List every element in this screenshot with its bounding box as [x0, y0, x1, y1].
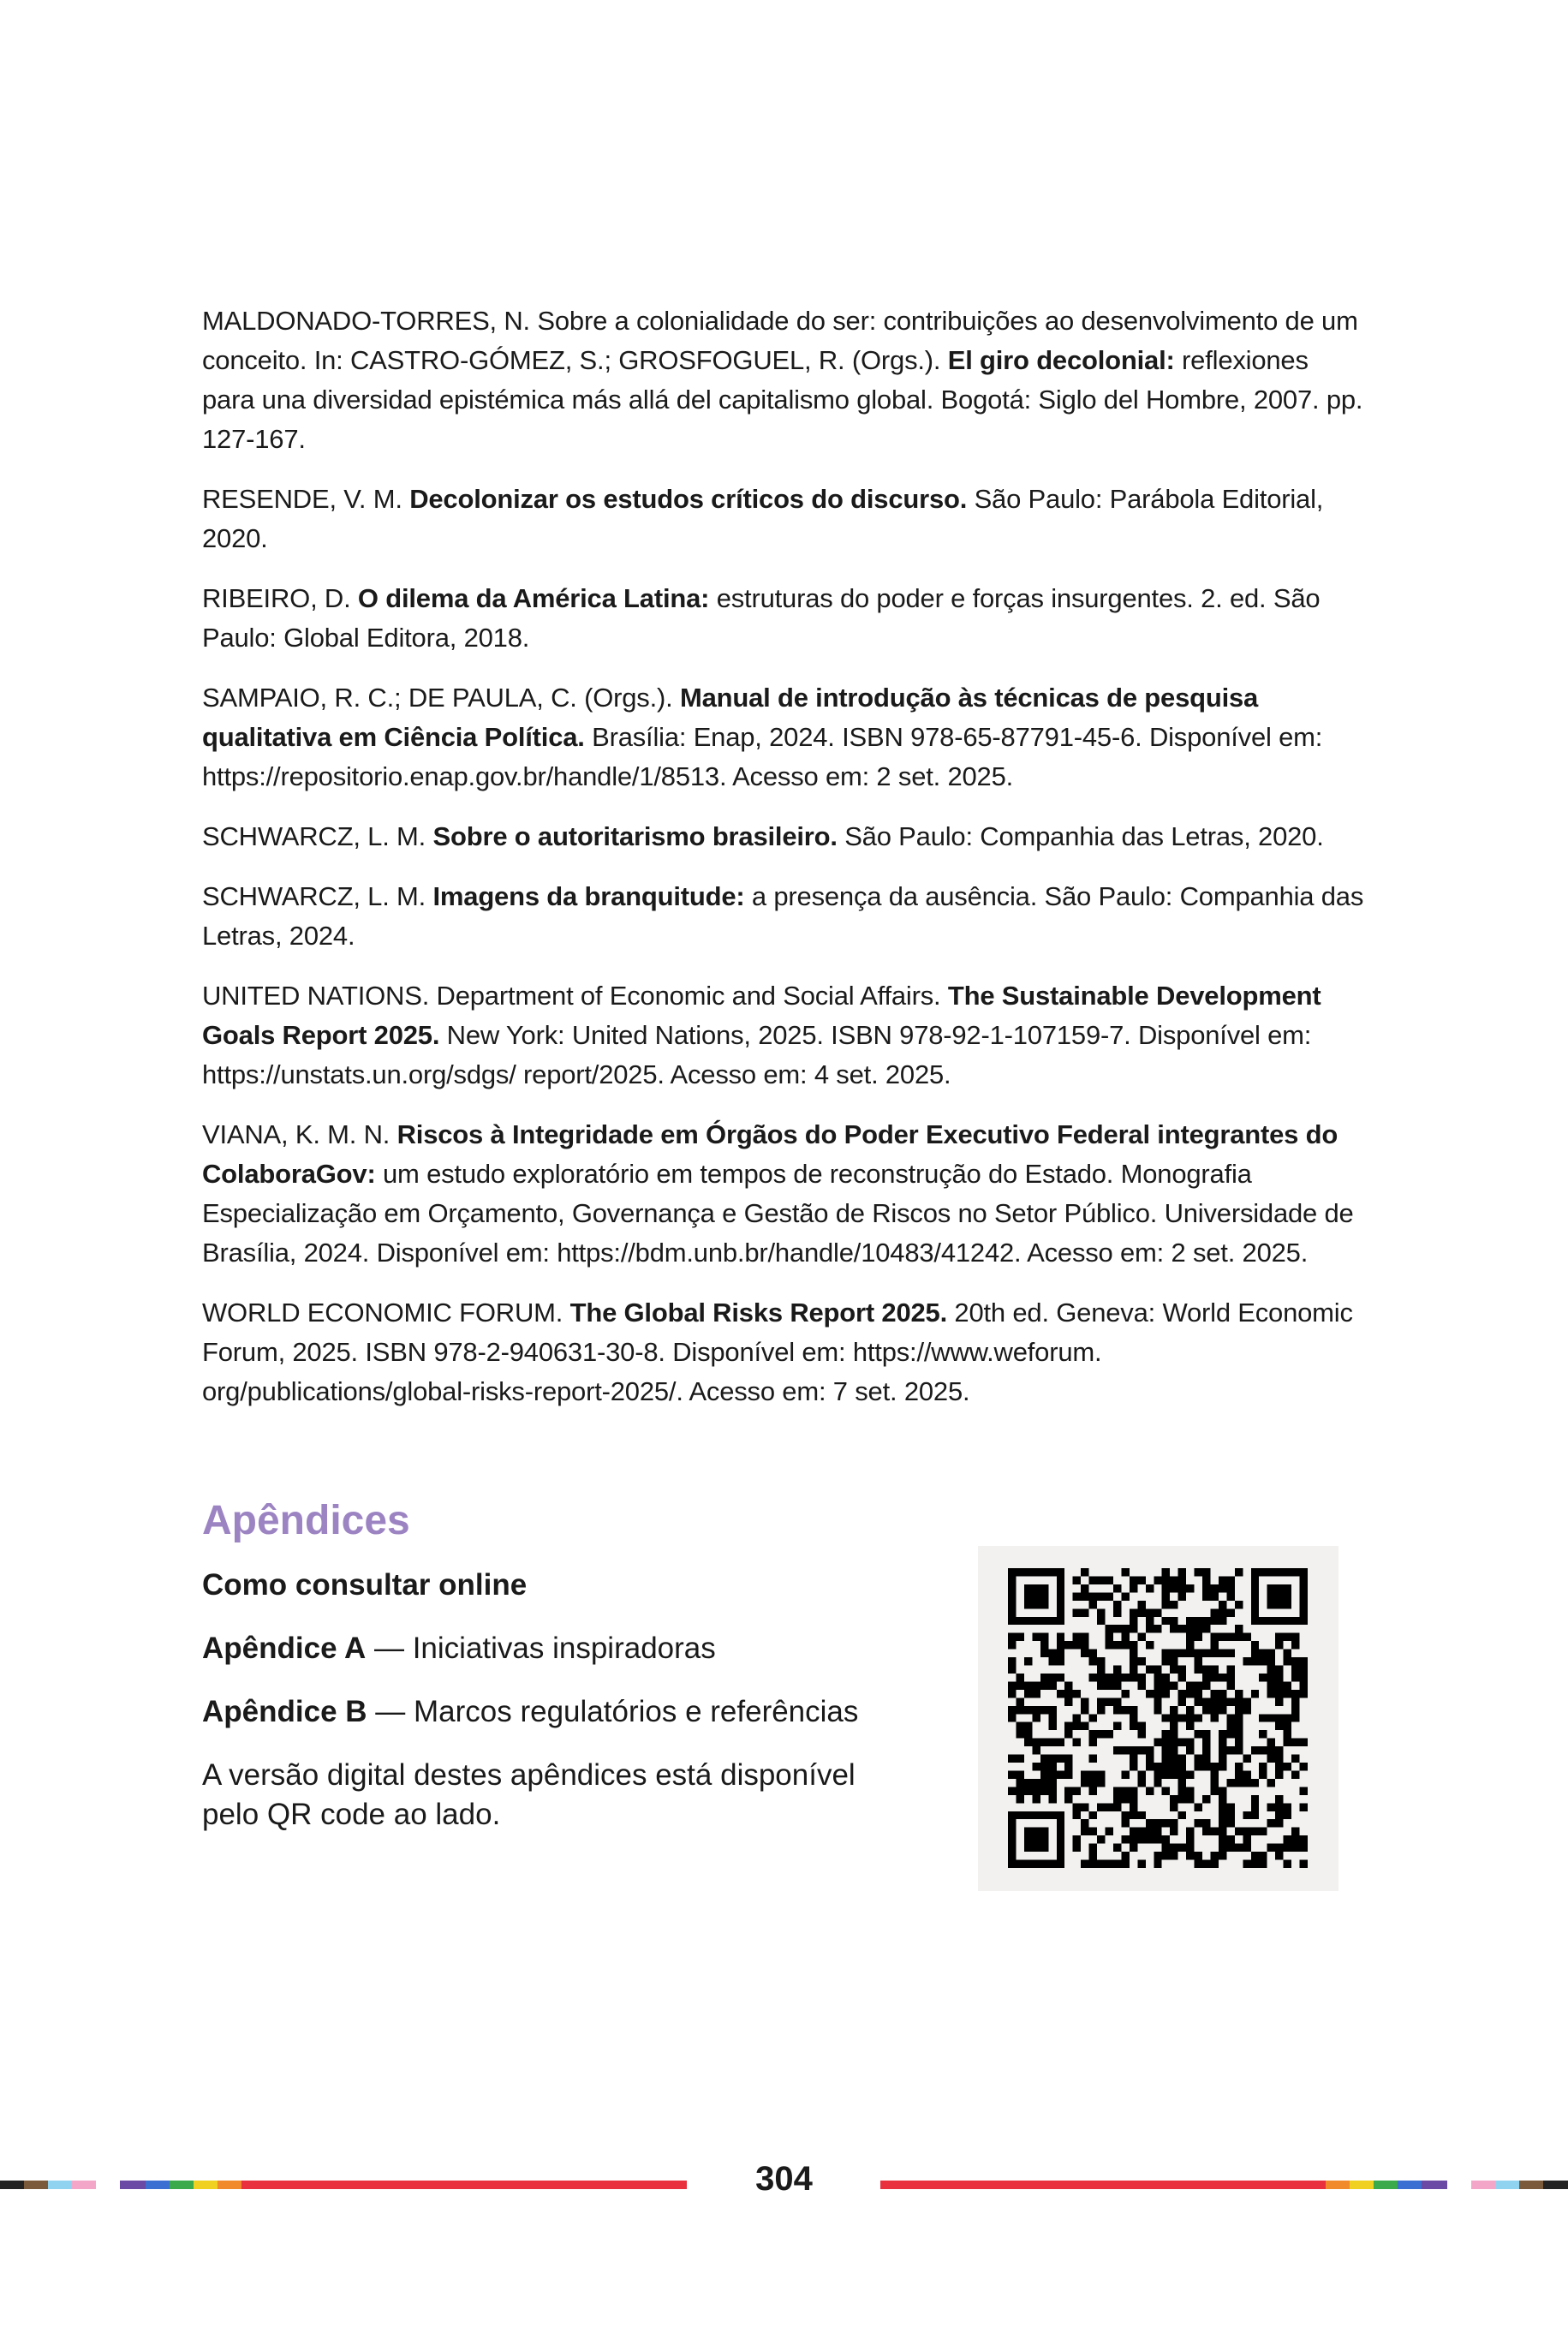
reference-entry: WORLD ECONOMIC FORUM. The Global Risks Report 2025. 20th ed. Geneva: World Economic Forum, 2025. ISBN 978-2-940631-30-8. Disponível em: https://www.weforum. org/publications/global-risks-report-2025/. Acesso em: 7 set. 2025. — [202, 1298, 1353, 1406]
reference-entry: RIBEIRO, D. O dilema da América Latina: estruturas do poder e forças insurgentes. 2. ed. São Paulo: Global Editora, 2018. — [202, 583, 1321, 653]
references-list — [202, 301, 1367, 1432]
qr-code-icon — [1008, 1568, 1308, 1868]
appendices-section — [202, 1566, 913, 1859]
reference-entry: UNITED NATIONS. Department of Economic and Social Affairs. The Sustainable Development Goals Report 2025. New York: United Nations, 2025. ISBN 978-92-1-107159-7. Disponível em: https://unstats.un.org/sdgs/ report/2025. Acesso em: 4 set. 2025. — [202, 981, 1321, 1089]
appendices-heading: Apêndices — [202, 1498, 410, 1543]
reference-entry: VIANA, K. M. N. Riscos à Integridade em Órgãos do Poder Executivo Federal integrantes do ColaboraGov: um estudo exploratório em tempos de reconstrução do Estado. Monografia Especialização em Orçamento, Governança e Gestão de Riscos no Setor Público. Universidade de Brasília, 2024. Disponível em: https://bdm.unb.br/handle/10483/41242. Acesso em: 2 set. 2025. — [202, 1119, 1354, 1268]
qr-code-panel — [978, 1546, 1338, 1891]
reference-entry: RESENDE, V. M. Decolonizar os estudos críticos do discurso. São Paulo: Parábola Editorial, 2020. — [202, 484, 1324, 553]
reference-entry: SCHWARCZ, L. M. Sobre o autoritarismo brasileiro. São Paulo: Companhia das Letras, 2020. — [202, 821, 1324, 851]
appendix-b-item: Apêndice B — Marcos regulatórios e referências — [202, 1695, 859, 1728]
page-number: 304 — [755, 2160, 813, 2198]
appendices-note: A versão digital destes apêndices está disponível pelo QR code ao lado. — [202, 1758, 856, 1831]
reference-entry: SAMPAIO, R. C.; DE PAULA, C. (Orgs.). Manual de introdução às técnicas de pesquisa qualitativa em Ciência Política. Brasília: Enap, 2024. ISBN 978-65-87791-45-6. Disponível em: https://repositorio.enap.gov.br/handle/1/8513. Acesso em: 2 set. 2025. — [202, 683, 1323, 791]
appendix-a-item: Apêndice A — Iniciativas inspiradoras — [202, 1632, 716, 1665]
appendices-subtitle: Como consultar online — [202, 1568, 528, 1602]
reference-entry: MALDONADO-TORRES, N. Sobre a colonialidade do ser: contribuições ao desenvolvimento de um conceito. In: CASTRO-GÓMEZ, S.; GROSFOGUEL, R. (Orgs.). El giro decolonial: reflexiones para una diversidad epistémica más allá del capitalismo global. Bogotá: Siglo del Hombre, 2007. pp. 127-167. — [202, 306, 1363, 454]
reference-entry: SCHWARCZ, L. M. Imagens da branquitude: a presença da ausência. São Paulo: Companhia das Letras, 2024. — [202, 881, 1364, 951]
